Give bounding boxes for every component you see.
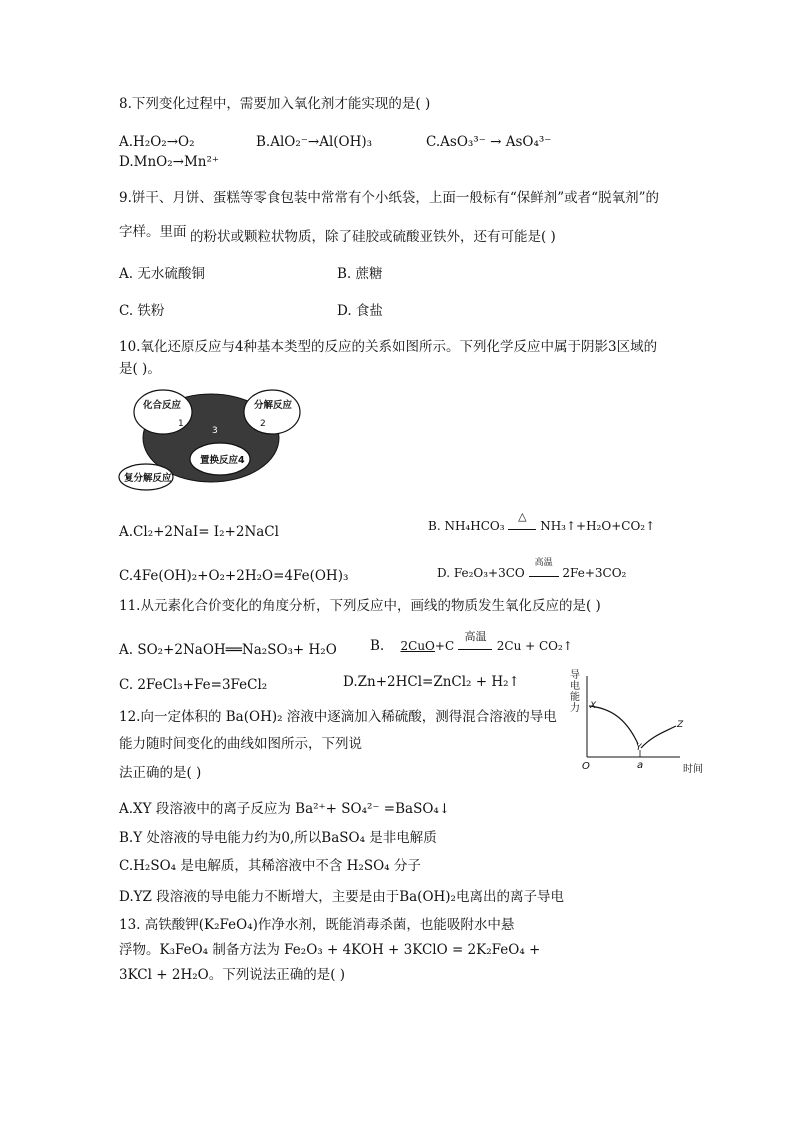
q11-option-b-prefix: B. [370,638,385,654]
q12-stem-line2: 能力随时间变化的曲线如图所示，下列说 [119,736,362,752]
q10-option-d-condition: 高温 [534,558,553,568]
q13-line1: 13. 高铁酸钾(K₂FeO₄)作净水剂，既能消毒杀菌，也能吸附水中悬 [119,917,515,933]
graph-point-x: X [590,701,597,711]
q12-stem-line1: 12.向一定体积的 Ba(OH)₂ 溶液中逐滴加入稀硫酸，测得混合溶液的导电 [119,709,557,725]
q11-option-b [370,630,573,654]
q8-option-b: B.AlO₂⁻→Al(OH)₃ [256,134,373,150]
graph-origin: O [582,761,590,772]
decomposition-ellipse [244,390,300,434]
q12-stem-line3: 法正确的是( ) [119,765,202,781]
q11-option-c: C. 2FeCl₃+Fe=3FeCl₂ [119,677,268,693]
q8-option-d: D.MnO₂→Mn²⁺ [119,154,219,170]
q10-stem-line2: 是( )。 [119,361,161,377]
reaction-venn-diagram [116,388,312,494]
label-2: 2 [260,419,266,429]
q11-option-a: A. SO₂+2NaOH══Na₂SO₃+ H₂O [119,642,337,658]
q10-option-b-reactant: NH₄HCO₃ [444,519,505,533]
q13-line3: 3KCl + 2H₂O。下列说法正确的是( ) [119,967,346,983]
q8-option-a: A.H₂O₂→O₂ [119,134,195,150]
q11-option-b-condition-line [458,630,492,650]
q9-stem-line2b: 的粉状或颗粒状物质，除了硅胶或硫酸亚铁外，还有可能是( ) [190,229,556,245]
q11-option-b-plus: +C [434,639,455,653]
graph-ylabel-2: 电 [570,681,580,692]
label-replacement: 置换反应4 [200,455,245,466]
graph-ylabel-3: 能 [570,692,580,703]
q12-option-b: B.Y 处溶液的导电能力约为0,所以BaSO₄ 是非电解质 [119,830,437,846]
q10-option-d-reactants: D. Fe₂O₃+3CO [437,566,525,580]
graph-point-y: Y [636,743,642,753]
q10-option-b-condition: △ [518,510,527,523]
q8-option-c: C.AsO₃³⁻ → AsO₄³⁻ [426,134,552,150]
q10-option-b-products: NH₃↑+H₂O+CO₂↑ [540,519,656,533]
q9-stem-line1: 9.饼干、月饼、蛋糕等零食包装中常常有个小纸袋，上面一般标有“保鲜剂”或者“脱氧剂”的 [119,190,659,206]
conductivity-graph [560,668,710,780]
q10-stem-line1: 10.氧化还原反应与4种基本类型的反应的关系如图所示。下列化学反应中属于阴影3区域的 [119,339,658,355]
q11-option-b-products: 2Cu + CO₂↑ [496,639,573,653]
q11-option-b-equal-line [458,642,492,650]
graph-point-z: Z [677,720,684,730]
q10-option-b-prefix: B. [428,519,441,533]
q9-option-c: C. 铁粉 [119,303,165,319]
q12-option-d: D.YZ 段溶液的导电能力不断增大，主要是由于Ba(OH)₂电离出的离子导电 [119,889,564,905]
q11-stem: 11.从元素化合价变化的角度分析，下列反应中，画线的物质发生氧化反应的是( ) [119,598,601,614]
label-double-decomposition: 复分解反应 [124,473,172,484]
q11-option-b-condition: 高温 [464,630,487,643]
q12-option-a: A.XY 段溶液中的离子反应为 Ba²⁺+ SO₄²⁻ =BaSO₄↓ [119,801,451,817]
graph-xlabel: 时间 [683,764,703,775]
graph-curve-xy [589,706,638,744]
q13-line2: 浮物。K₃FeO₄ 制备方法为 Fe₂O₃ + 4KOH + 3KClO = 2K₂FeO₄ + [119,942,541,958]
q9-option-b: B. 蔗糖 [337,266,383,282]
q10-option-d-equal-line [529,569,559,577]
label-combination: 化合反应 [143,400,182,411]
q9-stem-line2a: 字样。里面 [119,224,187,240]
q9-option-d: D. 食盐 [337,303,383,319]
q10-option-a: A.Cl₂+2NaI= I₂+2NaCl [119,524,279,540]
q12-option-c: C.H₂SO₄ 是电解质，其稀溶液中不含 H₂SO₄ 分子 [119,858,421,874]
label-3: 3 [212,426,218,436]
label-1: 1 [178,419,184,429]
q8-stem: 8.下列变化过程中，需要加入氧化剂才能实现的是( ) [119,96,431,112]
q10-option-b-condition-arrow [508,510,536,530]
graph-curve-yz [641,726,676,748]
q10-option-d [437,558,627,580]
q10-option-b-arrow-line [508,522,536,530]
q11-option-d: D.Zn+2HCl=ZnCl₂ + H₂↑ [343,674,520,690]
label-decomposition: 分解反应 [254,400,293,411]
q9-option-a: A. 无水硫酸铜 [119,266,205,282]
graph-a-label: a [637,760,644,771]
q10-option-b [428,510,656,533]
q10-option-d-products: 2Fe+3CO₂ [562,566,627,580]
graph-ylabel-1: 导 [570,670,580,681]
q10-option-d-condition-line [529,558,559,577]
q11-option-b-underlined: 2CuO [400,639,435,653]
graph-ylabel-4: 力 [570,703,580,714]
q10-option-c: C.4Fe(OH)₂+O₂+2H₂O=4Fe(OH)₃ [119,568,349,584]
